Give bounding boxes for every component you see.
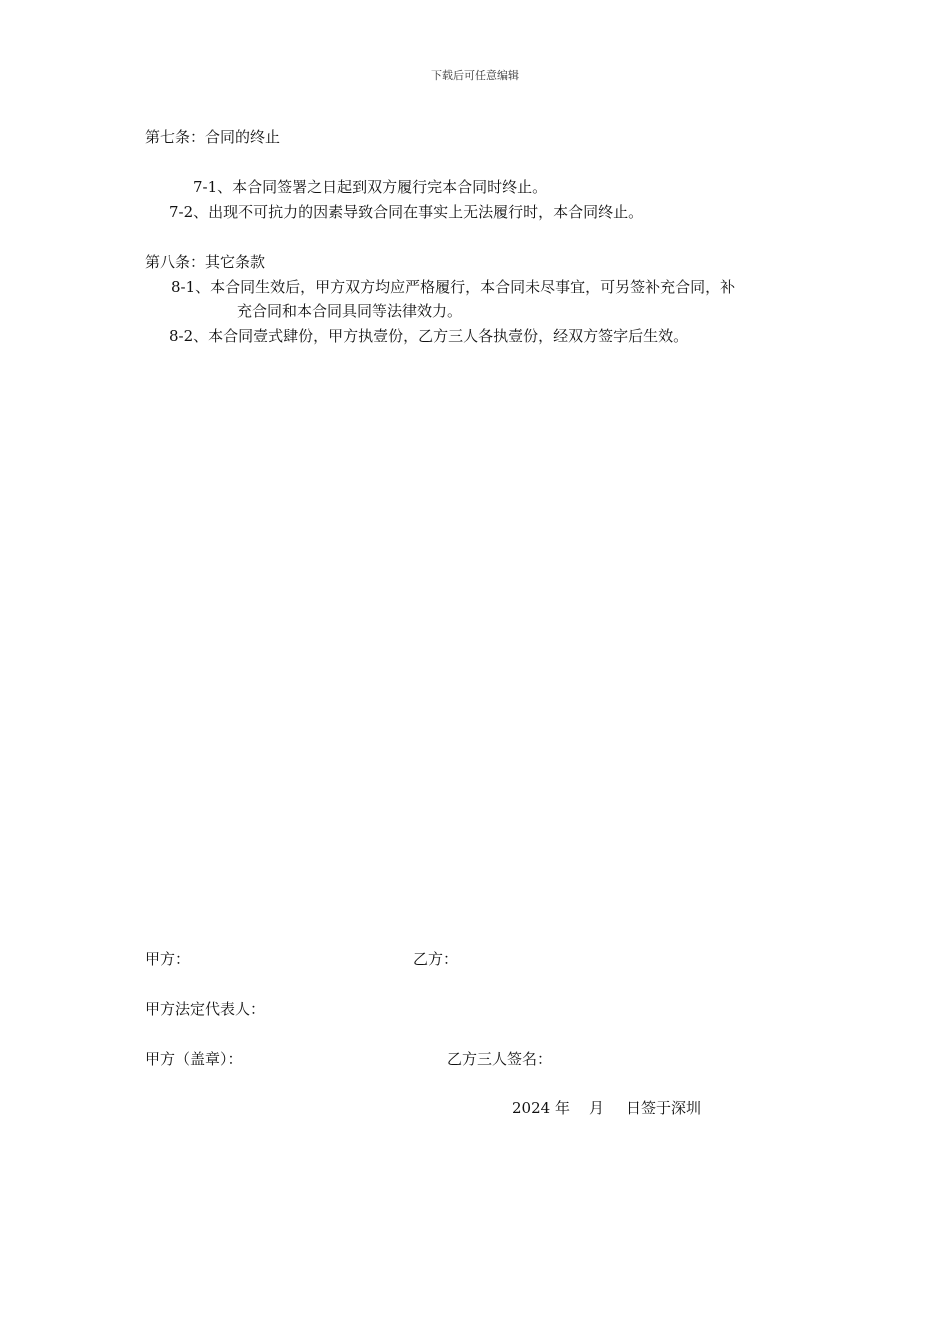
party-a-label: 甲方： <box>145 950 191 968</box>
signing-date-year: 2024 年 <box>512 1099 570 1117</box>
article-7-title: 第七条：合同的终止 <box>145 128 281 146</box>
article-8-item-2: 8-2、本合同壹式肆份，甲方执壹份，乙方三人各执壹份，经双方签字后生效。 <box>169 327 689 345</box>
party-a-seal-label: 甲方（盖章）： <box>145 1050 243 1068</box>
party-b-label: 乙方： <box>413 950 459 968</box>
article-7-item-2: 7-2、出现不可抗力的因素导致合同在事实上无法履行时，本合同终止。 <box>169 203 644 221</box>
signing-date-month: 月 <box>589 1099 605 1117</box>
party-a-representative-label: 甲方法定代表人： <box>145 1000 266 1018</box>
article-7-item-1: 7-1、本合同签署之日起到双方履行完本合同时终止。 <box>193 178 548 196</box>
party-b-signature-label: 乙方三人签名： <box>447 1050 553 1068</box>
article-8-item-1-line-1: 8-1、本合同生效后，甲方双方均应严格履行，本合同未尽事宜，可另签补充合同，补 <box>171 278 736 296</box>
article-8-item-1-line-2: 充合同和本合同具同等法律效力。 <box>237 302 463 320</box>
article-8-title: 第八条：其它条款 <box>145 253 266 271</box>
page-header-note: 下载后可任意编辑 <box>431 69 519 82</box>
signing-date-day-location: 日签于深圳 <box>626 1099 702 1117</box>
